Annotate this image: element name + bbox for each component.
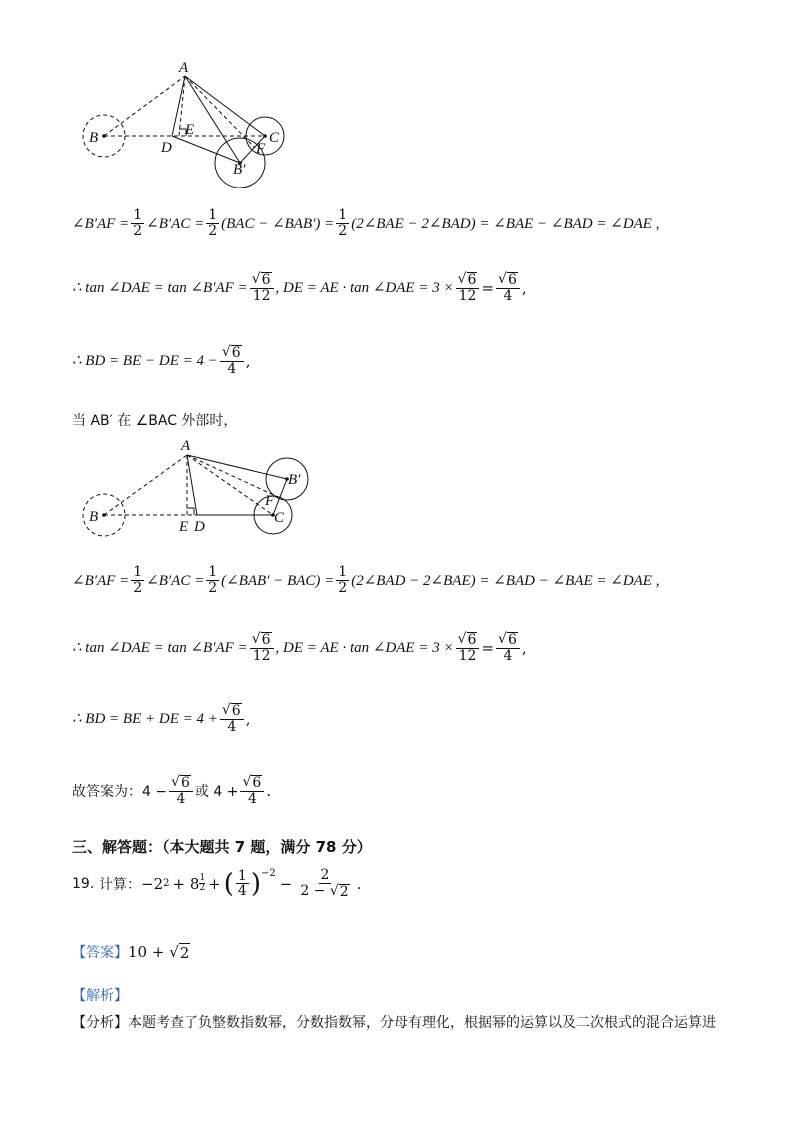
analysis-tag: 【解析】 (72, 988, 128, 1004)
equation-tan-2: ∴ tan ∠DAE = tan ∠B′AF = √ 6 12 , DE = AE · tan ∠DAE = 3 × √ 6 12 = √ 6 4 , (72, 631, 527, 664)
segment-ab (104, 455, 187, 515)
label-d: D (161, 140, 172, 156)
answer-summary: 故答案为：4 − √ 6 4 或 4 + √ 6 4 . (72, 774, 272, 807)
segment-ac (187, 455, 273, 515)
question-19: 19. 计算： −2 2 + 8 1 2 + ( $\frac{1}{4}$ ) $^{-2}$ − 2 2 − √ 2 . (72, 867, 362, 900)
label-c: C (274, 510, 285, 526)
label-e: E (185, 122, 195, 138)
segment-ad (172, 76, 185, 136)
equation-angle-1: ∠B′AF = $\frac{1}{2}$ ∠B′AC = $\frac{1}{2}$ (BAC − ∠BAB′) = $\frac{1}{2}$ (2∠BAE − 2∠BAD) = ∠BAE − ∠BAD = ∠DAE , (72, 207, 660, 239)
geometry-figure-1 (75, 58, 295, 188)
label-a: A (179, 60, 189, 76)
segment-ab (104, 76, 185, 136)
label-c: C (269, 130, 280, 146)
label-bp: B′ (233, 162, 246, 178)
right-angle-mark (187, 508, 194, 515)
label-f: F (256, 141, 266, 157)
segment-ac (185, 76, 265, 136)
segment-abp (187, 455, 287, 479)
equation-tan-1: ∴ tan ∠DAE = tan ∠B′AF = √ 6 12 , DE = AE · tan ∠DAE = 3 × √ 6 12 = √ 6 4 , (72, 271, 527, 304)
fenxi-text: 本题考查了负整数指数幂，分数指数幂，分母有理化，根据幂的运算以及二次根式的混合运算进 (128, 1015, 716, 1031)
section-heading: 三、解答题：（本大题共 7 题，满分 78 分） (72, 838, 372, 856)
label-b: B (89, 509, 99, 525)
fenxi-tag: 【分析】 (72, 1015, 128, 1031)
answer-row (72, 942, 190, 962)
equation-bd-1: ∴ BD = BE − DE = 4 − √ 6 4 , (72, 344, 251, 377)
label-e: E (179, 519, 189, 535)
case-outside-text: 当 AB′ 在 ∠BAC 外部时， (72, 413, 238, 429)
answer-value: 10 + √ 2 (128, 942, 190, 962)
fenxi-row (72, 1012, 716, 1032)
segment-abp (185, 76, 240, 163)
segment-af (187, 455, 278, 497)
equation-angle-2: ∠B′AF = $\frac{1}{2}$ ∠B′AC = $\frac{1}{2}$ (∠BAB′ − BAC) = $\frac{1}{2}$ (2∠BAD − 2∠BAE) = ∠BAD − ∠BAE = ∠DAE , (72, 564, 660, 596)
equation-bd-2: ∴ BD = BE + DE = 4 + √ 6 4 , (72, 702, 251, 735)
label-bp: B′ (288, 472, 301, 488)
geometry-figure-2 (75, 437, 315, 537)
answer-tag: 【答案】 (72, 945, 128, 961)
label-b: B (89, 130, 99, 146)
label-d: D (194, 519, 205, 535)
label-a: A (181, 438, 191, 454)
label-f: F (265, 493, 275, 509)
segment-ad (187, 455, 197, 515)
segment-af (185, 76, 255, 148)
